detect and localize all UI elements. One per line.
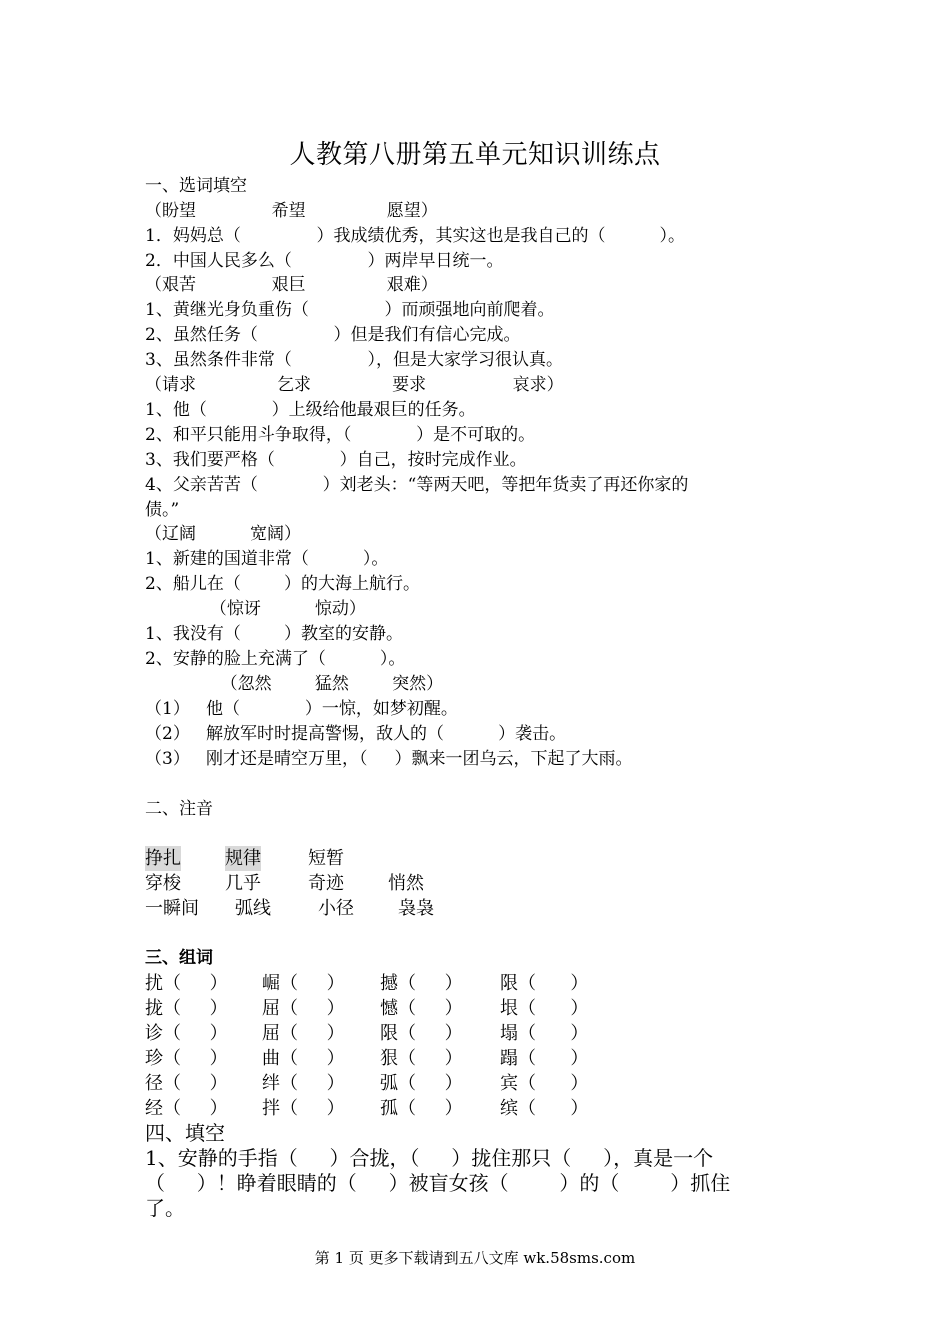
word-building-item bbox=[500, 971, 588, 996]
exercise-line: 1、我没有（ ）教室的安静。 bbox=[145, 624, 404, 644]
word-building-item bbox=[145, 1096, 228, 1121]
blank-parentheses: （ ） bbox=[398, 1048, 463, 1069]
section-heading-2: 二、注音 bbox=[145, 799, 213, 819]
character: 限 bbox=[500, 973, 518, 994]
word-building-item bbox=[145, 1071, 228, 1096]
blank-parentheses: （ ） bbox=[518, 1073, 589, 1094]
blank-parentheses: （ ） bbox=[398, 1073, 463, 1094]
blank-parentheses: （ ） bbox=[398, 1098, 463, 1119]
word-building-item bbox=[500, 1071, 588, 1096]
word-building-item bbox=[262, 1021, 345, 1046]
character: 扰 bbox=[145, 973, 163, 994]
character: 屈 bbox=[262, 998, 280, 1019]
exercise-line: （2） 解放军时时提高警惕，敌人的（ ）袭击。 bbox=[145, 724, 567, 744]
exercise-line: 2、虽然任务（ ）但是我们有信心完成。 bbox=[145, 325, 521, 345]
character: 屈 bbox=[262, 1023, 280, 1044]
word-building-item bbox=[145, 1046, 228, 1071]
pinyin-word: 小径 bbox=[318, 898, 354, 919]
pinyin-word: 穿梭 bbox=[145, 873, 181, 894]
fill-blank-line: 1、安静的手指（ ）合拢，（ ）拢住那只（ ），真是一个 bbox=[145, 1146, 714, 1170]
word-building-item bbox=[145, 971, 228, 996]
exercise-line: 1、他（ ）上级给他最艰巨的任务。 bbox=[145, 400, 476, 420]
word-building-item bbox=[500, 996, 588, 1021]
character: 拌 bbox=[262, 1098, 280, 1119]
word-building-item bbox=[380, 996, 463, 1021]
character: 塌 bbox=[500, 1023, 518, 1044]
word-building-item bbox=[500, 1046, 588, 1071]
fill-blank-line: 了。 bbox=[145, 1196, 185, 1220]
blank-parentheses: （ ） bbox=[280, 998, 345, 1019]
blank-parentheses: （ ） bbox=[163, 1023, 228, 1044]
character: 绊 bbox=[262, 1073, 280, 1094]
character: 限 bbox=[380, 1023, 398, 1044]
character: 缤 bbox=[500, 1098, 518, 1119]
word-building-item bbox=[262, 971, 345, 996]
blank-parentheses: （ ） bbox=[280, 1023, 345, 1044]
word-building-item bbox=[262, 996, 345, 1021]
blank-parentheses: （ ） bbox=[163, 998, 228, 1019]
pinyin-word: 弧线 bbox=[235, 898, 271, 919]
exercise-line: 2、安静的脸上充满了（ ）。 bbox=[145, 649, 406, 669]
blank-parentheses: （ ） bbox=[398, 1023, 463, 1044]
page-footer: 第 1 页 更多下载请到五八文库 wk.58sms.com bbox=[314, 1249, 636, 1267]
blank-parentheses: （ ） bbox=[518, 1023, 589, 1044]
exercise-line: 2、和平只能用斗争取得，（ ）是不可取的。 bbox=[145, 425, 536, 445]
pinyin-word: 几乎 bbox=[225, 873, 261, 894]
exercise-line: （3） 刚才还是晴空万里，（ ）飘来一团乌云，下起了大雨。 bbox=[145, 749, 633, 769]
word-choice-options: （忽然 猛然 突然） bbox=[145, 674, 444, 694]
exercise-line: 4、父亲苦苦（ ）刘老头：“等两天吧，等把年货卖了再还你家的 bbox=[145, 475, 689, 495]
character: 诊 bbox=[145, 1023, 163, 1044]
page-title: 人教第八册第五单元知识训练点 bbox=[289, 140, 661, 170]
word-building-item bbox=[262, 1046, 345, 1071]
pinyin-word: 奇迹 bbox=[308, 873, 344, 894]
exercise-line: 3、我们要严格（ ）自己，按时完成作业。 bbox=[145, 450, 527, 470]
blank-parentheses: （ ） bbox=[518, 973, 589, 994]
character: 经 bbox=[145, 1098, 163, 1119]
word-choice-options: （艰苦 艰巨 艰难） bbox=[145, 275, 438, 295]
blank-parentheses: （ ） bbox=[518, 1098, 589, 1119]
pinyin-word: 悄然 bbox=[388, 873, 424, 894]
pinyin-word: 挣扎 bbox=[145, 848, 181, 869]
blank-parentheses: （ ） bbox=[163, 1098, 228, 1119]
character: 蹋 bbox=[500, 1048, 518, 1069]
word-building-item bbox=[380, 971, 463, 996]
exercise-line: （1） 他（ ）一惊，如梦初醒。 bbox=[145, 699, 458, 719]
word-building-item bbox=[262, 1071, 345, 1096]
pinyin-word: 短暂 bbox=[308, 848, 344, 869]
exercise-line: 1、新建的国道非常（ ）。 bbox=[145, 549, 389, 569]
word-building-item bbox=[380, 1046, 463, 1071]
blank-parentheses: （ ） bbox=[398, 998, 463, 1019]
word-choice-options: （辽阔 宽阔） bbox=[145, 524, 302, 544]
word-choice-options: （请求 乞求 要求 哀求） bbox=[145, 375, 564, 395]
blank-parentheses: （ ） bbox=[163, 1073, 228, 1094]
character: 弧 bbox=[380, 1073, 398, 1094]
word-building-item bbox=[380, 1071, 463, 1096]
section-heading-3: 三、组词 bbox=[145, 948, 213, 968]
word-choice-options: （盼望 希望 愿望） bbox=[145, 201, 438, 221]
blank-parentheses: （ ） bbox=[518, 1048, 589, 1069]
character: 曲 bbox=[262, 1048, 280, 1069]
pinyin-word: 一瞬间 bbox=[145, 898, 199, 919]
exercise-line: 2、船儿在（ ）的大海上航行。 bbox=[145, 574, 421, 594]
section-heading-1: 一、选词填空 bbox=[145, 176, 247, 196]
blank-parentheses: （ ） bbox=[398, 973, 463, 994]
blank-parentheses: （ ） bbox=[280, 973, 345, 994]
character: 珍 bbox=[145, 1048, 163, 1069]
blank-parentheses: （ ） bbox=[163, 973, 228, 994]
character: 撼 bbox=[380, 973, 398, 994]
exercise-line: 2．中国人民多么（ ）两岸早日统一。 bbox=[145, 251, 504, 271]
word-building-item bbox=[145, 1021, 228, 1046]
word-choice-options: （惊讶 惊动） bbox=[145, 599, 366, 619]
pinyin-word: 规律 bbox=[225, 848, 261, 869]
blank-parentheses: （ ） bbox=[163, 1048, 228, 1069]
character: 狠 bbox=[380, 1048, 398, 1069]
character: 拢 bbox=[145, 998, 163, 1019]
blank-parentheses: （ ） bbox=[518, 998, 589, 1019]
blank-parentheses: （ ） bbox=[280, 1048, 345, 1069]
character: 憾 bbox=[380, 998, 398, 1019]
word-building-item bbox=[262, 1096, 345, 1121]
word-building-item bbox=[380, 1021, 463, 1046]
section-heading-4: 四、填空 bbox=[145, 1121, 225, 1145]
exercise-line: 债。” bbox=[145, 500, 180, 520]
blank-parentheses: （ ） bbox=[280, 1098, 345, 1119]
fill-blank-line: （ ）！睁着眼睛的（ ）被盲女孩（ ）的（ ）抓住 bbox=[145, 1171, 731, 1195]
exercise-line: 1、黄继光身负重伤（ ）而顽强地向前爬着。 bbox=[145, 300, 555, 320]
word-building-item bbox=[145, 996, 228, 1021]
character: 崛 bbox=[262, 973, 280, 994]
pinyin-word: 袅袅 bbox=[398, 898, 434, 919]
exercise-line: 1．妈妈总（ ）我成绩优秀，其实这也是我自己的（ ）。 bbox=[145, 226, 686, 246]
character: 孤 bbox=[380, 1098, 398, 1119]
character: 垠 bbox=[500, 998, 518, 1019]
character: 宾 bbox=[500, 1073, 518, 1094]
blank-parentheses: （ ） bbox=[280, 1073, 345, 1094]
word-building-item bbox=[500, 1021, 588, 1046]
word-building-item bbox=[500, 1096, 588, 1121]
character: 径 bbox=[145, 1073, 163, 1094]
word-building-item bbox=[380, 1096, 463, 1121]
exercise-line: 3、虽然条件非常（ ），但是大家学习很认真。 bbox=[145, 350, 563, 370]
